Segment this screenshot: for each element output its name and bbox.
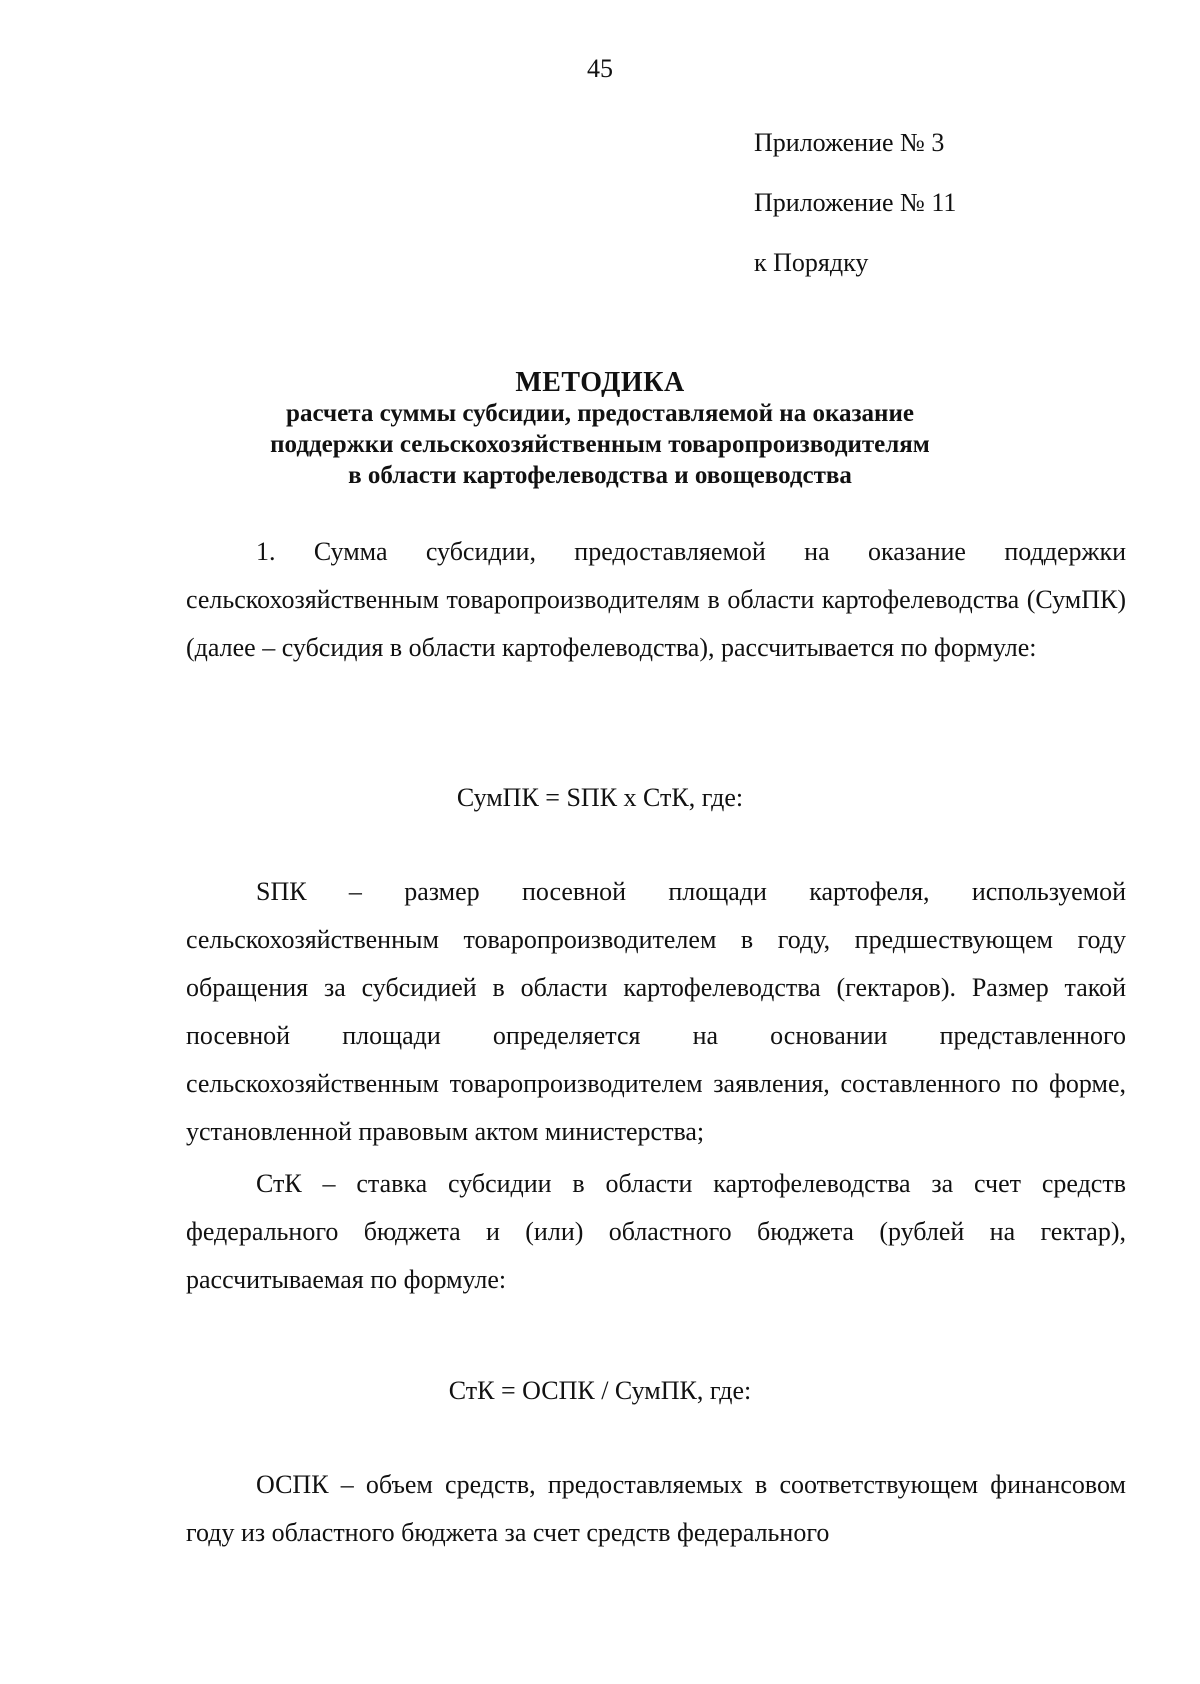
appendix-label-11: Приложение № 11 <box>754 188 957 217</box>
paragraph-ospk-definition: ОСПК – объем средств, предоставляемых в соответствующем финансовом году из областного бюджета за счет средств федерального <box>186 1470 1126 1547</box>
paragraph-stk-definition: СтК – ставка субсидии в области картофелеводства за счет средств федерального бюджета и (или) областного бюджета (рублей на гектар), рассчитываемая по формуле: <box>186 1169 1126 1294</box>
document-title <box>180 367 1020 491</box>
title-subline-3: в области картофелеводства и овощеводства <box>348 462 852 489</box>
appendix-order-label: к Порядку <box>754 248 869 277</box>
paragraph-1: 1. Сумма субсидии, предоставляемой на оказание поддержки сельскохозяйственным товаропроизводителям в области картофелеводства (СумПК) (далее – субсидия в области картофелеводства), рассчитывается по формуле: <box>186 537 1126 662</box>
title-subline-2: поддержки сельскохозяйственным товаропроизводителям <box>270 431 930 458</box>
title-main: МЕТОДИКА <box>515 367 685 398</box>
formula-stk: СтК = ОСПК / СумПК, где: <box>448 1376 752 1405</box>
appendix-label-3: Приложение № 3 <box>754 128 945 157</box>
formula-sumpk: СумПК = SПК х СтК, где: <box>456 783 744 812</box>
paragraph-spk-definition: SПК – размер посевной площади картофеля, используемой сельскохозяйственным товаропроизводителем в году, предшествующем году обращения за субсидией в области картофелеводства (гектаров). Размер такой посевной площади определяется на основании представленного сельскохозяйственным товаропроизводителем заявления, составленного по форме, установленной правовым актом министерства; <box>186 877 1126 1146</box>
title-subline-1: расчета суммы субсидии, предоставляемой на оказание <box>286 400 914 427</box>
page-number: 45 <box>587 54 613 83</box>
